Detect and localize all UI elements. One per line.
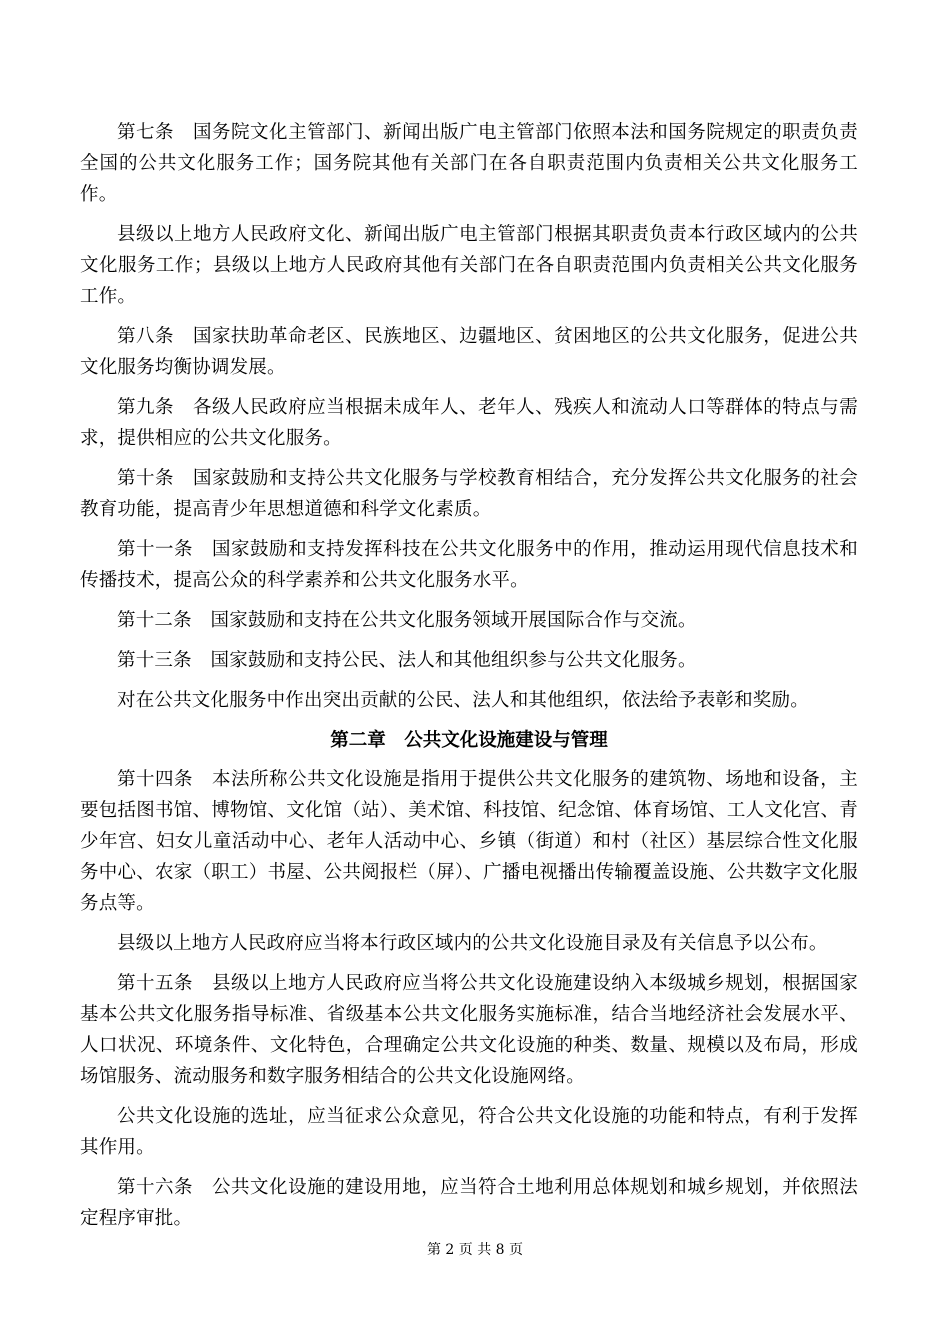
article-10-paragraph: 第十条 国家鼓励和支持公共文化服务与学校教育相结合，充分发挥公共文化服务的社会教育功能，提高青少年思想道德和科学文化素质。 [80,468,858,520]
page-number-footer: 第 2 页 共 8 页 [426,1242,524,1258]
article-13-paragraph: 第十三条 国家鼓励和支持公民、法人和其他组织参与公共文化服务。 [117,650,697,671]
article-15-paragraph: 第十五条 县级以上地方人民政府应当将公共文化设施建设纳入本级城乡规划，根据国家基本公共文化服务指导标准、省级基本公共文化服务实施标准，结合当地经济社会发展水平、人口状况、环境条件、文化特色，合理确定公共文化设施的种类、数量、规模以及布局，形成场馆服务、流动服务和数字服务相结合的公共文化设施网络。 [80,973,858,1087]
article-14-paragraph-2: 县级以上地方人民政府应当将本行政区域内的公共文化设施目录及有关信息予以公布。 [117,933,828,954]
document-body [80,117,858,1243]
article-7-paragraph: 第七条 国务院文化主管部门、新闻出版广电主管部门依照本法和国务院规定的职责负责全国的公共文化服务工作；国务院其他有关部门在各自职责范围内负责相关公共文化服务工作。 [80,122,858,205]
article-15-paragraph-2: 公共文化设施的选址，应当征求公众意见，符合公共文化设施的功能和特点，有利于发挥其作用。 [80,1106,858,1158]
article-13-paragraph-2: 对在公共文化服务中作出突出贡献的公民、法人和其他组织，依法给予表彰和奖励。 [117,690,809,711]
article-16-paragraph: 第十六条 公共文化设施的建设用地，应当符合土地利用总体规划和城乡规划，并依照法定程序审批。 [80,1177,858,1229]
article-8-paragraph: 第八条 国家扶助革命老区、民族地区、边疆地区、贫困地区的公共文化服务，促进公共文化服务均衡协调发展。 [80,326,858,378]
article-14-paragraph: 第十四条 本法所称公共文化设施是指用于提供公共文化服务的建筑物、场地和设备，主要包括图书馆、博物馆、文化馆（站）、美术馆、科技馆、纪念馆、体育场馆、工人文化宫、青少年宫、妇女儿童活动中心、老年人活动中心、乡镇（街道）和村（社区）基层综合性文化服务中心、农家（职工）书屋、公共阅报栏（屏）、广播电视播出传输覆盖设施、公共数字文化服务点等。 [80,769,858,914]
article-9-paragraph: 第九条 各级人民政府应当根据未成年人、老年人、残疾人和流动人口等群体的特点与需求，提供相应的公共文化服务。 [80,397,858,449]
article-11-paragraph: 第十一条 国家鼓励和支持发挥科技在公共文化服务中的作用，推动运用现代信息技术和传播技术，提高公众的科学素养和公共文化服务水平。 [80,539,858,591]
article-12-paragraph: 第十二条 国家鼓励和支持在公共文化服务领域开展国际合作与交流。 [117,610,697,631]
chapter-title: 第二章 公共文化设施建设与管理 [330,730,608,751]
article-7-paragraph-2: 县级以上地方人民政府文化、新闻出版广电主管部门根据其职责负责本行政区域内的公共文化服务工作；县级以上地方人民政府其他有关部门在各自职责范围内负责相关公共文化服务工作。 [80,224,858,307]
